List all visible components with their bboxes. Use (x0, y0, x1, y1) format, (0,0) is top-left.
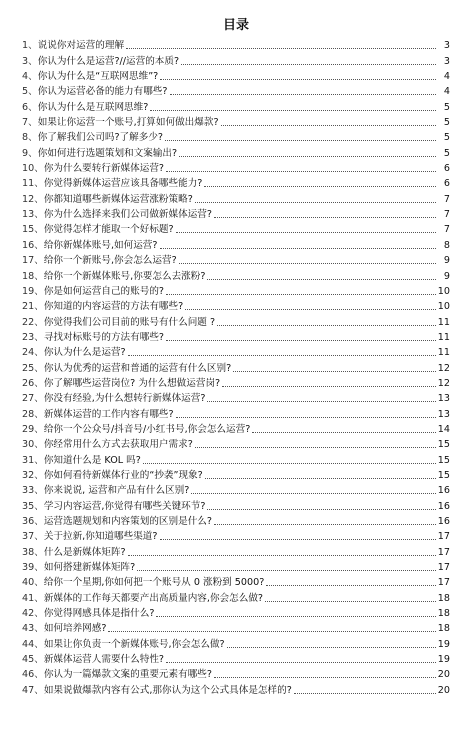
toc-entry-page-number: 19 (437, 654, 450, 666)
toc-entry-number: 9、 (22, 147, 38, 159)
toc-entry[interactable] (22, 253, 450, 268)
toc-entry[interactable] (22, 437, 450, 452)
dot-leader (128, 555, 436, 556)
toc-entry-page-number: 15 (437, 454, 450, 466)
dot-leader (108, 631, 435, 632)
toc-entry-text: 给你一个星期,你如何把一个账号从 0 涨粉到 5000? (43, 577, 265, 589)
dot-leader (266, 585, 435, 586)
toc-entry-text: 你都知道哪些新媒体运营涨粉策略? (43, 193, 193, 205)
toc-entry-number: 28、 (22, 408, 44, 420)
toc-entry-text: 关于拉新,你知道哪些渠道? (43, 531, 158, 543)
dot-leader (166, 662, 436, 663)
toc-entry[interactable] (22, 207, 450, 222)
toc-entry-text: 你如何进行选题策划和文案输出? (37, 147, 178, 159)
toc-entry[interactable] (22, 115, 450, 130)
toc-entry[interactable] (22, 222, 450, 237)
toc-entry-page-number: 17 (437, 562, 450, 574)
toc-entry[interactable] (22, 529, 450, 544)
toc-list (22, 38, 450, 698)
toc-entry[interactable] (22, 422, 450, 437)
toc-entry-page-number: 19 (437, 638, 450, 650)
dot-leader (205, 478, 436, 479)
toc-entry-page-number: 10 (437, 301, 450, 313)
toc-entry-text: 你知道什么是 KOL 吗? (43, 454, 141, 466)
dot-leader (222, 386, 436, 387)
dot-leader (128, 355, 436, 356)
dot-leader (170, 94, 436, 95)
toc-entry-text: 给你一个公众号/抖音号/小红书号,你会怎么运营? (43, 423, 251, 435)
toc-entry-page-number: 7 (443, 193, 450, 205)
toc-entry[interactable] (22, 237, 450, 252)
dot-leader (195, 202, 436, 203)
toc-entry[interactable] (22, 468, 450, 483)
toc-entry-number: 3、 (22, 55, 38, 67)
toc-entry-number: 12、 (22, 193, 44, 205)
toc-entry[interactable] (22, 38, 450, 53)
dot-leader (265, 601, 436, 602)
dot-leader (166, 340, 436, 341)
dot-leader (252, 432, 435, 433)
toc-entry-text: 你是如何运营自己的账号的? (43, 285, 165, 297)
toc-entry-number: 25、 (22, 362, 44, 374)
toc-entry-text: 你认为运营必备的能力有哪些? (37, 86, 168, 98)
toc-entry[interactable] (22, 299, 450, 314)
toc-entry-number: 38、 (22, 546, 44, 558)
toc-entry-text: 你了解哪些运营岗位? 为什么想做运营岗? (43, 377, 221, 389)
toc-entry-page-number: 6 (443, 163, 450, 175)
toc-entry-text: 你觉得我们公司目前的账号有什么问题 ? (43, 316, 216, 328)
toc-entry-text: 你来说说, 运营和产品有什么区别? (43, 485, 190, 497)
dot-leader (195, 447, 436, 448)
toc-entry-text: 新媒体运营的工作内容有哪些? (43, 408, 174, 420)
toc-entry-text: 你知道的内容运营的方法有哪些? (43, 301, 184, 313)
toc-entry-page-number: 16 (437, 516, 450, 527)
toc-entry-number: 10、 (22, 163, 44, 175)
toc-entry-number: 21、 (22, 301, 44, 313)
toc-entry-page-number: 5 (443, 117, 450, 129)
toc-entry[interactable] (22, 314, 450, 329)
toc-entry-page-number: 12 (437, 377, 450, 389)
toc-entry-number: 22、 (22, 316, 44, 328)
dot-leader (179, 263, 436, 264)
toc-entry-page-number: 20 (437, 669, 450, 681)
toc-entry-number: 5、 (22, 86, 38, 98)
toc-entry-page-number: 9 (443, 255, 450, 267)
toc-entry-number: 39、 (22, 562, 44, 574)
toc-entry[interactable] (22, 560, 450, 575)
toc-entry-number: 37、 (22, 531, 44, 543)
dot-leader (176, 417, 436, 418)
toc-entry-text: 寻找对标账号的方法有哪些? (43, 331, 165, 343)
toc-entry-text: 你认为什么是互联网思维? (37, 101, 149, 113)
toc-entry-page-number: 13 (437, 393, 450, 405)
toc-entry-text: 新媒体的工作每天都要产出高质量内容,你会怎么做? (43, 592, 264, 604)
toc-entry-text: 你经常用什么方式去获取用户需求? (43, 439, 193, 451)
toc-entry-page-number: 3 (443, 40, 450, 52)
toc-entry-text: 如果让你运营一个账号,打算如何做出爆款? (37, 117, 219, 129)
toc-entry-number: 6、 (22, 101, 38, 113)
toc-entry-number: 24、 (22, 347, 44, 359)
toc-entry-number: 31、 (22, 454, 44, 466)
toc-entry-number: 18、 (22, 270, 44, 282)
dot-leader (207, 401, 435, 402)
dot-leader (217, 325, 436, 326)
toc-entry[interactable] (22, 268, 450, 283)
toc-entry-page-number: 15 (437, 469, 450, 481)
toc-entry[interactable] (22, 376, 450, 391)
dot-leader (126, 48, 436, 49)
toc-entry-number: 30、 (22, 439, 44, 451)
dot-leader (294, 693, 436, 694)
toc-entry-text: 如何培养网感? (43, 623, 107, 635)
toc-entry-number: 47、 (22, 684, 44, 696)
toc-entry-number: 4、 (22, 71, 38, 83)
toc-entry-page-number: 20 (437, 684, 450, 696)
toc-entry-text: 你了解我们公司吗?了解多少? (37, 132, 164, 144)
toc-entry-number: 26、 (22, 377, 44, 389)
toc-entry-number: 8、 (22, 132, 38, 144)
dot-leader (191, 493, 435, 494)
toc-entry[interactable] (22, 452, 450, 467)
dot-leader (181, 64, 436, 65)
dot-leader (207, 279, 436, 280)
toc-entry-page-number: 4 (443, 86, 450, 98)
toc-entry-text: 你没有经验,为什么想转行新媒体运营? (43, 393, 206, 405)
toc-entry-number: 43、 (22, 623, 44, 635)
toc-entry[interactable] (22, 53, 450, 68)
toc-entry-page-number: 3 (443, 55, 450, 67)
dot-leader (227, 647, 436, 648)
toc-entry-number: 41、 (22, 592, 44, 604)
dot-leader (179, 156, 436, 157)
toc-entry[interactable] (22, 606, 450, 621)
toc-entry-number: 46、 (22, 669, 44, 681)
toc-entry-text: 如果说做爆款内容有公式,那你认为这个公式具体是怎样的? (43, 684, 292, 696)
toc-entry-text: 给你一个新账号,你会怎么运营? (43, 255, 177, 267)
toc-entry-page-number: 11 (437, 347, 450, 359)
toc-entry[interactable] (22, 636, 450, 651)
toc-entry-page-number: 18 (437, 592, 450, 604)
toc-entry-page-number: 5 (443, 147, 450, 159)
dot-leader (137, 570, 436, 571)
dot-leader (221, 125, 436, 126)
toc-entry-number: 36、 (22, 516, 44, 527)
toc-entry[interactable] (22, 391, 450, 406)
dot-leader (176, 232, 436, 233)
toc-entry-text: 说说你对运营的理解 (37, 40, 125, 52)
toc-entry-page-number: 7 (443, 224, 450, 236)
toc-entry-text: 如何搭建新媒体矩阵? (43, 562, 136, 574)
toc-entry-number: 15、 (22, 224, 44, 236)
toc-entry[interactable] (22, 161, 450, 176)
toc-entry[interactable] (22, 284, 450, 299)
toc-entry-text: 给你新媒体账号,如何运营? (43, 239, 158, 251)
toc-entry-number: 17、 (22, 255, 44, 267)
dot-leader (156, 616, 435, 617)
dot-leader (214, 217, 436, 218)
toc-entry-page-number: 11 (437, 331, 450, 343)
dot-leader (214, 524, 436, 525)
toc-entry-text: 给你一个新媒体账号,你要怎么去涨粉? (43, 270, 206, 282)
toc-entry[interactable] (22, 590, 450, 605)
dot-leader (160, 79, 436, 80)
toc-entry-text: 如果让你负责一个新媒体账号,你会怎么做? (43, 638, 225, 650)
toc-entry-number: 40、 (22, 577, 44, 589)
toc-entry-page-number: 12 (437, 362, 450, 374)
toc-entry-page-number: 5 (443, 101, 450, 113)
toc-entry-number: 11、 (22, 178, 44, 190)
toc-entry-page-number: 17 (437, 577, 450, 589)
toc-entry-page-number: 7 (443, 209, 450, 221)
dot-leader (160, 539, 436, 540)
toc-entry[interactable] (22, 621, 450, 636)
toc-entry-text: 你为什么选择来我们公司做新媒体运营? (43, 209, 212, 221)
toc-entry-page-number: 11 (437, 316, 450, 328)
toc-entry[interactable] (22, 682, 450, 697)
toc-entry-text: 你认为什么是运营?//运营的本质? (37, 55, 180, 67)
toc-entry-number: 19、 (22, 285, 44, 297)
toc-entry-page-number: 18 (437, 623, 450, 635)
toc-entry-page-number: 8 (443, 239, 450, 251)
toc-entry-number: 35、 (22, 500, 44, 512)
toc-entry[interactable] (22, 652, 450, 667)
toc-title: 目录 (222, 18, 249, 33)
toc-entry-page-number: 14 (437, 423, 450, 435)
dot-leader (233, 371, 436, 372)
toc-entry-page-number: 6 (443, 178, 450, 190)
toc-entry-number: 45、 (22, 654, 44, 666)
toc-entry[interactable] (22, 145, 450, 160)
toc-entry-text: 学习内容运营,你觉得有哪些关键环节? (43, 500, 206, 512)
toc-entry-page-number: 13 (437, 408, 450, 420)
toc-entry-text: 你为什么要转行新媒体运营? (43, 163, 165, 175)
dot-leader (166, 294, 436, 295)
toc-entry-number: 1、 (22, 40, 38, 52)
toc-entry-number: 42、 (22, 608, 44, 620)
toc-entry[interactable] (22, 84, 450, 99)
toc-entry[interactable] (22, 498, 450, 513)
toc-entry-number: 27、 (22, 393, 44, 405)
toc-entry-text: 你如何看待新媒体行业的“抄袭”现象? (43, 469, 203, 481)
toc-entry[interactable] (22, 191, 450, 206)
dot-leader (143, 463, 436, 464)
toc-entry-text: 你觉得怎样才能取一个好标题? (43, 224, 174, 236)
dot-leader (185, 309, 436, 310)
toc-entry[interactable] (22, 667, 450, 682)
toc-entry-number: 29、 (22, 423, 44, 435)
toc-entry[interactable] (22, 130, 450, 145)
toc-entry[interactable] (22, 544, 450, 559)
toc-entry[interactable] (22, 360, 450, 375)
toc-entry-text: 什么是新媒体矩阵? (43, 546, 126, 558)
toc-entry[interactable] (22, 514, 450, 529)
toc-entry-page-number: 18 (437, 608, 450, 620)
dot-leader (204, 186, 436, 187)
toc-entry-text: 你认为一篇爆款文案的重要元素有哪些? (43, 669, 212, 681)
toc-entry-text: 你认为优秀的运营和普通的运营有什么区别? (43, 362, 232, 374)
toc-entry-number: 44、 (22, 638, 44, 650)
toc-entry[interactable] (22, 406, 450, 421)
toc-entry-page-number: 4 (443, 71, 450, 83)
toc-entry-page-number: 16 (437, 485, 450, 497)
toc-entry-text: 新媒体运营人需要什么特性? (43, 654, 165, 666)
dot-leader (165, 140, 436, 141)
toc-entry-page-number: 9 (443, 270, 450, 282)
toc-entry-number: 7、 (22, 117, 38, 129)
toc-entry-text: 你觉得网感具体是指什么? (43, 608, 155, 620)
toc-entry-page-number: 10 (437, 285, 450, 297)
toc-entry-text: 你认为什么是“互联网思维”? (37, 71, 159, 83)
toc-entry[interactable] (22, 330, 450, 345)
toc-entry-page-number: 5 (443, 132, 450, 144)
dot-leader (150, 110, 436, 111)
dot-leader (166, 171, 436, 172)
toc-entry-number: 33、 (22, 485, 44, 497)
toc-entry-page-number: 15 (437, 439, 450, 451)
toc-entry-number: 16、 (22, 239, 44, 251)
toc-entry[interactable] (22, 483, 450, 498)
dot-leader (207, 509, 435, 510)
toc-entry-page-number: 16 (437, 500, 450, 512)
toc-entry[interactable] (22, 345, 450, 360)
toc-entry[interactable] (22, 176, 450, 191)
toc-entry[interactable] (22, 575, 450, 590)
toc-entry-page-number: 17 (437, 531, 450, 543)
toc-entry-text: 你觉得新媒体运营应该具备哪些能力? (43, 178, 203, 190)
toc-entry-text: 你认为什么是运营? (43, 347, 126, 359)
toc-entry-text: 运营选题规划和内容策划的区别是什么? (43, 516, 212, 527)
toc-entry-number: 23、 (22, 331, 44, 343)
toc-entry-number: 32、 (22, 469, 44, 481)
toc-entry[interactable] (22, 69, 450, 84)
dot-leader (160, 248, 437, 249)
dot-leader (214, 677, 436, 678)
toc-entry-page-number: 17 (437, 546, 450, 558)
toc-entry[interactable] (22, 99, 450, 114)
toc-entry-number: 13、 (22, 209, 44, 221)
